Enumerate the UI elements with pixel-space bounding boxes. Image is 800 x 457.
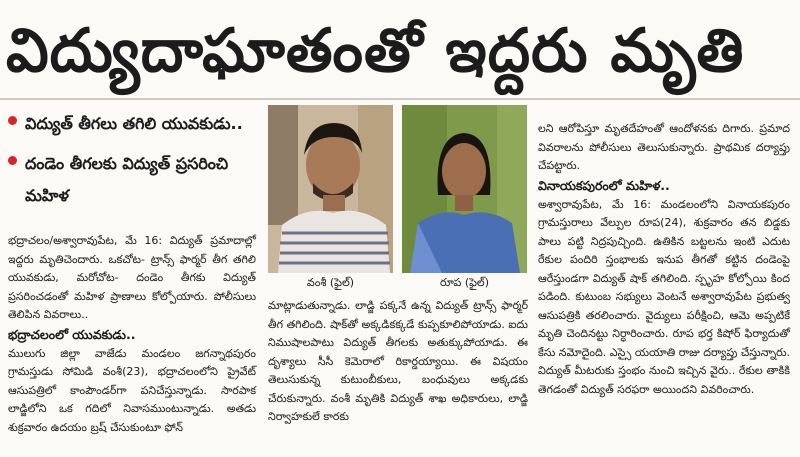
article-paragraph: మాట్లాడుతున్నాడు. లాడ్జి పక్కనే ఉన్న విద్యుత్ ట్రాన్స్ ఫార్మర్ తీగ తగిలింది. షాక్‌తో అక్కడికక్కడే కుప్పకూలిపోయాడు. ఐదు నిముషాలపాటు విద్యుత్ తీగలకు అతుక్కుపోయాడు. ఈ దృశ్యాలు సీసీ కెమెరాలో రికార్డయ్యాయి. ఈ విషయం తెలుసుకున్న కుటుంబీకులు, బంధువులు అక్కడకు చేరుకున్నారు. వంశీ మృతికి విద్యుత్ శాఖ అధికారులు, లాడ్జి నిర్వాహకులే కారకు (268, 299, 528, 423)
subheading: భద్రాచలంలో యువకుడు.. (8, 326, 136, 342)
bullet-dot-icon (8, 116, 17, 125)
photo-vamshi (268, 105, 393, 273)
highlight-text: విద్యుత్ తీగలు తగిలి యువకుడు.. (25, 114, 243, 133)
headline: విద్యుదాఘాతంతో ఇద్దరు మృతి (6, 16, 745, 86)
highlights (8, 108, 258, 220)
highlight-item (8, 148, 258, 212)
article-paragraph: అశ్వారావుపేట, మే 16: మండలంలోని వినాయకపురం గ్రామస్తురాలు వేల్పుల రూప(24), శుక్రవారం తన బిడ్డకు పాలు పట్టి నిద్రపుచ్చింది. ఉతికిన బట్టలను ఇంటి ఎదుట రేకుల పందిరి స్తంభాలకు ఇనుప తీగతో కట్టిన దండెంపై ఆరేస్తుండగా విద్యుత్ షాక్ తగిలింది. స్పృహ కోల్పోయి కింద పడింది. కుటుంబ సభ్యులు వెంటనే అశ్వారావుపేట ప్రభుత్వ ఆసుపత్రికి తరలించారు. వైద్యులు పరీక్షించి, ఆమె అప్పటికే మృతి చెందినట్టు నిర్ధారించారు. రూప భర్త కిషోర్ ఫిర్యాదుతో కేసు నమోదైంది. ఎస్సై యయాతి రాజు దర్యాప్తు చేస్తున్నారు. విద్యుత్ మీటరుకు స్తంభం నుంచి ఇచ్చిన వైరు.. రేకుల తాకికి తెగడంతో విద్యుత్ సరఫరా అయిందని వివరించారు. (538, 197, 790, 396)
article-paragraph: భద్రాచలం/అశ్వారావుపేట, మే 16: విద్యుత్ ప్రమాదాల్లో ఇద్దరు మృతిచెందారు. ఒకచోట- ట్రాన్స్ ఫార్మర్ తీగ తగిలి యువకుడు, మరోచోట- దండెం తీగకు విద్యుత్ ప్రసరించడంతో మహిళ ప్రాణాలు కోల్పోయారు. పోలీసులు తెలిపిన వివరాలు.. (8, 234, 256, 321)
article-column-2 (268, 297, 528, 427)
highlight-text: దండెం తీగలకు విద్యుత్ ప్రసరించి మహిళ (25, 154, 229, 205)
bullet-dot-icon (8, 156, 17, 165)
article-paragraph: ములుగు జిల్లా వాజేడు మండలం జగన్నాథపురం గ్రామస్తుడు సోమిడి వంశీ(23), భద్రాచలంలోని ప్రైవేట్ ఆసుపత్రిలో కాంపౌండర్‌గా పనిచేస్తున్నాడు. సారపాక లాడ్జిలోని ఒక గదిలో నివాసముంటున్నాడు. అతడు శుక్రవారం ఉదయం బ్రష్ చేసుకుంటూ ఫోన్ (8, 346, 256, 434)
photo-caption: వంశీ (ఫైల్) (306, 276, 355, 289)
photo-roopa (402, 105, 527, 273)
highlight-item (8, 108, 258, 140)
subheading: వినాయకపురంలో మహిళ.. (538, 177, 670, 193)
man-photo-illustration (268, 105, 393, 273)
photo-caption: రూప (ఫైల్) (439, 276, 490, 289)
woman-photo-illustration (402, 105, 527, 273)
article-paragraph: లని ఆరోపిస్తూ మృతదేహంతో ఆందోళనకు దిగారు. ప్రమాద వివరాలను పోలీసులు తెలుసుకున్నారు. ప్రాథమిక దర్యాప్తు చేపట్టారు. (538, 122, 790, 172)
article-column-1 (8, 232, 256, 437)
article-column-3 (538, 120, 790, 399)
headline-divider (0, 98, 800, 100)
